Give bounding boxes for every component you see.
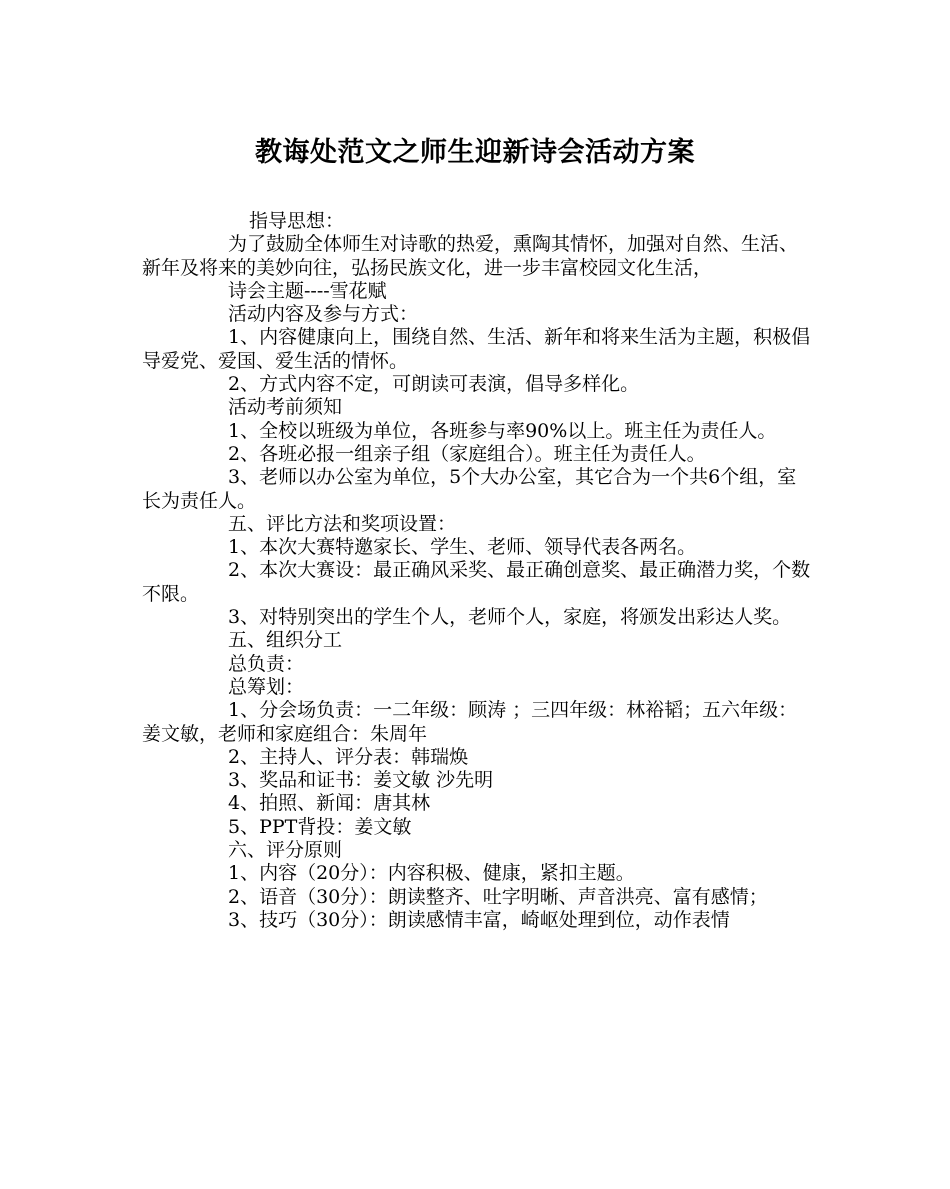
list-item: 1、本次大赛特邀家长、学生、老师、领导代表各两名。 [228, 536, 697, 559]
list-item: 5、PPT背投：姜文敏 [228, 815, 412, 838]
paragraph-purpose: 为了鼓励全体师生对诗歌的热爱，熏陶其情怀，加强对自然、生活、新年及将来的美妙向往，弘扬民族文化，进一步丰富校园文化生活， [142, 233, 799, 279]
list-item: 2、各班必报一组亲子组（家庭组合）。班主任为责任人。 [228, 442, 706, 465]
list-item: 2、语音（30分）：朗读整齐、吐字明晰、声音洪亮、富有感情； [228, 885, 768, 908]
list-item: 总筹划： [228, 675, 305, 698]
document-title: 教诲处范文之师生迎新诗会活动方案 [255, 137, 695, 168]
section-heading-organization: 五、组织分工 [228, 629, 343, 652]
list-item: 3、奖品和证书：姜文敏 沙先明 [228, 769, 494, 792]
list-item: 总负责： [228, 652, 305, 675]
document-body [142, 210, 812, 932]
list-item: 1、全校以班级为单位，各班参与率90%以上。班主任为责任人。 [228, 419, 777, 442]
section-heading-scoring: 六、评分原则 [228, 839, 343, 862]
section-heading-notice: 活动考前须知 [228, 396, 343, 419]
list-item: 2、方式内容不定，可朗读可表演，倡导多样化。 [228, 373, 640, 396]
list-item: 1、分会场负责：一二年级：顾涛 ；三四年级：林裕韬；五六年级：姜文敏，老师和家庭组合：朱周年 [142, 699, 798, 745]
paragraph-guiding-ideology: 指导思想： [249, 210, 345, 232]
list-item: 2、主持人、评分表：韩瑞焕 [228, 745, 469, 768]
list-item: 2、本次大赛设：最正确风采奖、最正确创意奖、最正确潜力奖，个数不限。 [142, 559, 811, 605]
list-item: 3、老师以办公室为单位，5个大办公室，其它合为一个共6个组，室长为责任人。 [142, 466, 797, 512]
section-heading-evaluation: 五、评比方法和奖项设置： [228, 512, 457, 535]
paragraph-theme: 诗会主题----雪花赋 [228, 279, 387, 302]
section-heading-activity-content: 活动内容及参与方式： [228, 303, 419, 326]
list-item: 1、内容健康向上，围绕自然、生活、新年和将来生活为主题，积极倡导爱党、爱国、爱生活的情怀。 [142, 326, 811, 372]
list-item: 3、对特别突出的学生个人，老师个人，家庭，将颁发出彩达人奖。 [228, 606, 792, 629]
list-item: 1、内容（20分）：内容积极、健康，紧扣主题。 [228, 862, 635, 885]
list-item: 3、技巧（30分）：朗读感情丰富，崎岖处理到位，动作表情 [228, 908, 730, 931]
list-item: 4、拍照、新闻：唐其林 [228, 792, 431, 815]
